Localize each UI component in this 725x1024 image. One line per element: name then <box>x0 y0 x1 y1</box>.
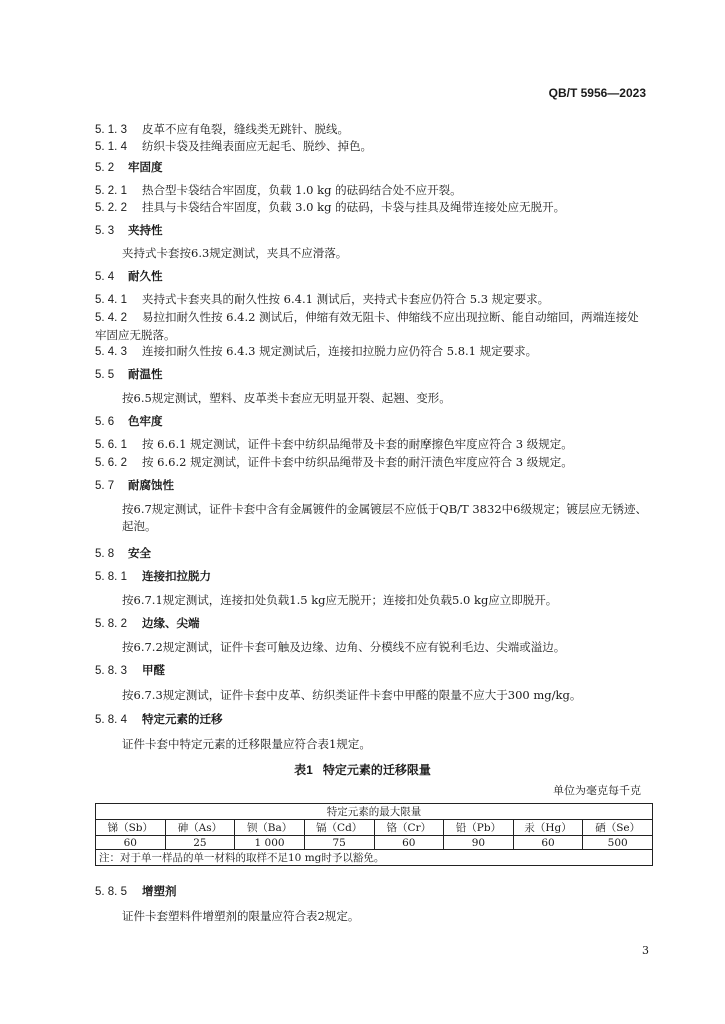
table-header-cell: 锑（Sb） <box>96 820 166 836</box>
clause-text: 按 6.6.1 规定测试，证件卡套中纺织品绳带及卡套的耐摩擦色牢度应符合 3 级规定。 <box>142 437 573 451</box>
table-cell: 90 <box>444 836 514 850</box>
table-note-row <box>96 850 653 866</box>
section-5-7-heading <box>95 478 174 494</box>
clause-number: 5. 2. 1 <box>95 185 127 197</box>
section-title: 增塑剂 <box>142 886 177 898</box>
section-5-4-heading <box>95 269 163 285</box>
clause-number: 5. 1. 3 <box>95 124 127 136</box>
paragraph-5-3: 夹持式卡套按6.3规定测试，夹具不应滑落。 <box>122 246 348 260</box>
paragraph-5-8-2: 按6.7.2规定测试，证件卡套可触及边缘、边角、分模线不应有锐利毛边、尖端或溢边。 <box>122 640 566 654</box>
clause-text: 夹持式卡套夹具的耐久性按 6.4.1 测试后，夹持式卡套应仍符合 5.3 规定要求。 <box>142 292 550 306</box>
section-5-6-heading <box>95 414 163 430</box>
clause-5-6-2 <box>95 455 573 471</box>
table-cell: 1 000 <box>235 836 305 850</box>
paragraph-5-5: 按6.5规定测试，塑料、皮革类卡套应无明显开裂、起翘、变形。 <box>122 391 451 405</box>
paragraph-5-7: 按6.7规定测试，证件卡套中含有金属镀件的金属镀层不应低于QB/T 3832中6级规定；镀层应无锈迹、起泡。 <box>122 502 647 533</box>
clause-number: 5. 2. 2 <box>95 202 127 214</box>
table-cell: 60 <box>513 836 583 850</box>
section-number: 5. 6 <box>95 416 115 428</box>
clause-text: 皮革不应有龟裂，缝线类无跳针、脱线。 <box>142 122 349 136</box>
clause-5-4-2 <box>95 309 650 344</box>
table-header-row <box>96 820 653 836</box>
table-header-cell: 砷（As） <box>165 820 235 836</box>
clause-number: 5. 4. 1 <box>95 294 127 306</box>
clause-text: 按 6.6.2 规定测试，证件卡套中纺织品绳带及卡套的耐汗渍色牢度应符合 3 级规定。 <box>142 455 573 469</box>
element-migration-table <box>95 803 653 866</box>
section-number: 5. 8 <box>95 548 115 560</box>
section-title: 耐温性 <box>128 369 163 381</box>
table-header-cell: 汞（Hg） <box>513 820 583 836</box>
clause-number: 5. 1. 4 <box>95 141 127 153</box>
clause-text: 热合型卡袋结合牢固度，负载 1.0 kg 的砝码结合处不应开裂。 <box>142 183 462 197</box>
section-5-8-3-heading <box>95 663 165 679</box>
table-cell: 60 <box>96 836 166 850</box>
table-cell: 60 <box>374 836 444 850</box>
table-row <box>96 836 653 850</box>
section-title: 牢固度 <box>128 162 163 174</box>
section-title: 安全 <box>128 548 151 560</box>
clause-5-1-3 <box>95 122 349 138</box>
section-number: 5. 2 <box>95 162 115 174</box>
clause-5-6-1 <box>95 437 573 453</box>
clause-number: 5. 6. 1 <box>95 439 127 451</box>
clause-text: 纺织卡袋及挂绳表面应无起毛、脱纱、掉色。 <box>142 139 372 153</box>
table-header-cell: 铬（Cr） <box>374 820 444 836</box>
section-5-8-heading <box>95 546 151 562</box>
clause-text: 挂具与卡袋结合牢固度，负载 3.0 kg 的砝码，卡袋与挂具及绳带连接处应无脱开。 <box>142 200 566 214</box>
table-header-cell: 镉（Cd） <box>304 820 374 836</box>
section-title: 耐久性 <box>128 271 163 283</box>
table-cell: 500 <box>583 836 653 850</box>
section-title: 耐腐蚀性 <box>128 480 174 492</box>
section-title: 色牢度 <box>128 416 163 428</box>
paragraph-5-8-3: 按6.7.3规定测试，证件卡套中皮革、纺织类证件卡套中甲醛的限量不应大于300 mg/kg。 <box>122 688 582 702</box>
clause-text: 连接扣耐久性按 6.4.3 规定测试后，连接扣拉脱力应仍符合 5.8.1 规定要求。 <box>142 344 538 358</box>
section-number: 5. 8. 1 <box>95 571 127 583</box>
table-group-header-row <box>96 804 653 820</box>
section-5-8-5-heading <box>95 884 177 900</box>
table-header-cell: 铅（Pb） <box>444 820 514 836</box>
section-number: 5. 8. 5 <box>95 886 127 898</box>
standard-code: QB/T 5956—2023 <box>548 86 646 100</box>
section-5-2-heading <box>95 160 163 176</box>
section-5-3-heading <box>95 223 163 239</box>
section-title: 特定元素的迁移 <box>142 714 223 726</box>
table-header-cell: 钡（Ba） <box>235 820 305 836</box>
section-number: 5. 8. 3 <box>95 665 127 677</box>
clause-number: 5. 6. 2 <box>95 457 127 469</box>
section-5-5-heading <box>95 367 163 383</box>
clause-5-4-1 <box>95 292 549 308</box>
section-number: 5. 7 <box>95 480 115 492</box>
table-note: 注：对于单一样品的单一材料的取样不足10 mg时予以豁免。 <box>96 850 653 866</box>
table-unit: 单位为毫克每千克 <box>553 784 641 797</box>
section-title: 甲醛 <box>142 665 165 677</box>
table-header-cell: 硒（Se） <box>583 820 653 836</box>
clause-5-1-4 <box>95 139 372 155</box>
table-cell: 75 <box>304 836 374 850</box>
clause-number: 5. 4. 3 <box>95 346 127 358</box>
clause-text: 易拉扣耐久性按 6.4.2 测试后，伸缩有效无阻卡、伸缩线不应出现拉断、能自动缩回，两端连接处牢固应无脱落。 <box>95 310 639 342</box>
section-number: 5. 5 <box>95 369 115 381</box>
paragraph-5-8-5: 证件卡套塑料件增塑剂的限量应符合表2规定。 <box>122 909 360 923</box>
paragraph-5-8-4: 证件卡套中特定元素的迁移限量应符合表1规定。 <box>122 737 371 751</box>
section-title: 边缘、尖端 <box>142 618 200 630</box>
section-title: 夹持性 <box>128 225 163 237</box>
table-title: 特定元素的迁移限量 <box>322 763 431 777</box>
clause-5-2-2 <box>95 200 565 216</box>
section-5-8-4-heading <box>95 712 223 728</box>
clause-5-2-1 <box>95 183 462 199</box>
table-caption <box>0 761 725 778</box>
section-5-8-1-heading <box>95 569 211 585</box>
section-number: 5. 8. 2 <box>95 618 127 630</box>
table-label: 表1 <box>294 763 313 777</box>
clause-number: 5. 4. 2 <box>95 312 127 324</box>
paragraph-5-8-1: 按6.7.1规定测试，连接扣处负载1.5 kg应无脱开；连接扣处负载5.0 kg应立即脱开。 <box>122 593 558 607</box>
section-number: 5. 8. 4 <box>95 714 127 726</box>
table-cell: 25 <box>165 836 235 850</box>
section-number: 5. 3 <box>95 225 115 237</box>
page-number: 3 <box>642 944 649 957</box>
table-group-header: 特定元素的最大限量 <box>96 804 653 820</box>
clause-5-4-3 <box>95 344 537 360</box>
section-title: 连接扣拉脱力 <box>142 571 211 583</box>
section-number: 5. 4 <box>95 271 115 283</box>
section-5-8-2-heading <box>95 616 200 632</box>
